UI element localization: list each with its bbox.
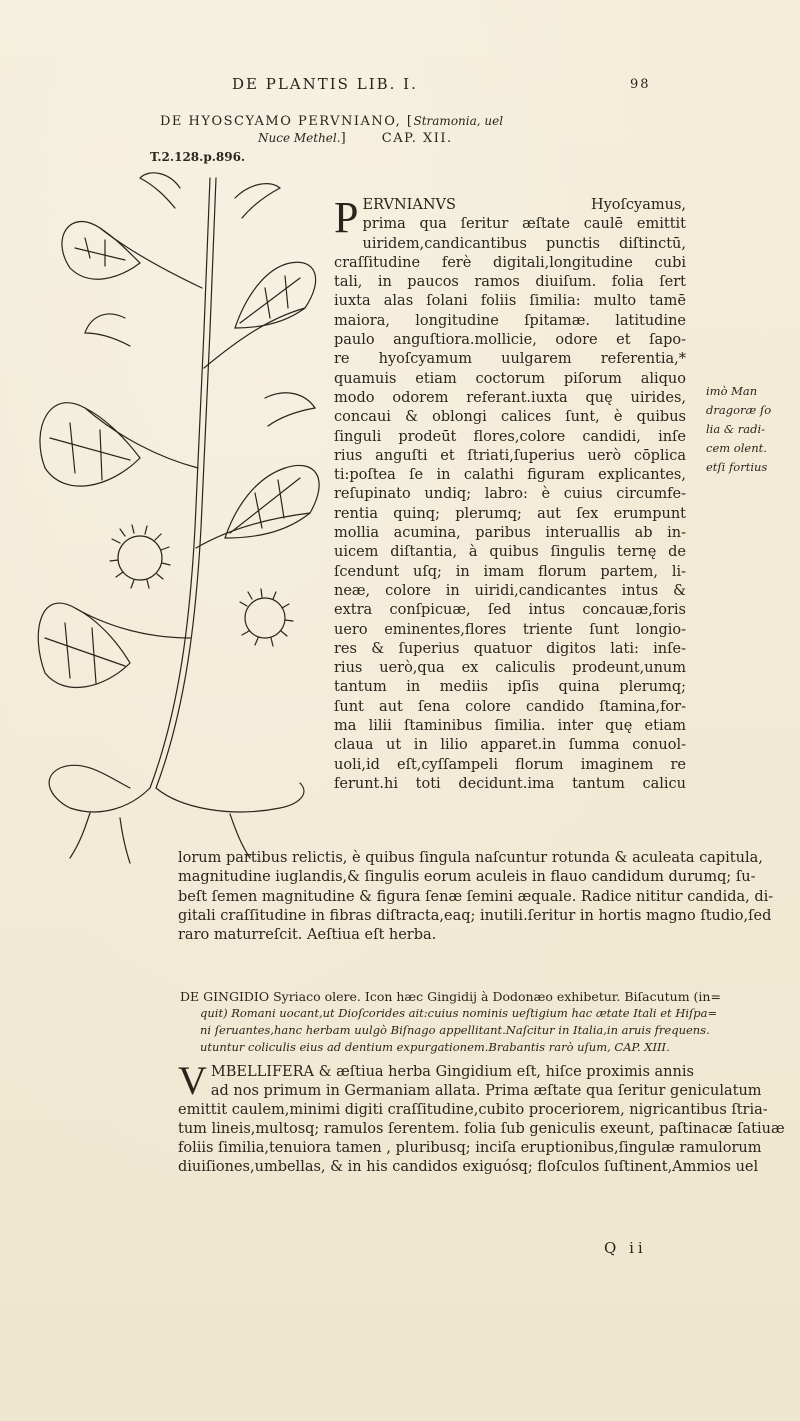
text-line: tantum in mediis ipſis quina plerumq;: [334, 679, 686, 696]
text-line: quamuis etiam coctorum piſorum aliquo: [334, 370, 686, 387]
text-line: claua ut in lilio apparet.in ſumma conuol-: [334, 737, 686, 754]
text-line: ERVNIANVS Hyoſcyamus,: [362, 197, 686, 213]
text-line: maiora, longitudine ſpitamæ. latitudine: [334, 312, 686, 329]
margin-note-line: dragoræ ſo: [706, 403, 772, 417]
text-line: MBELLIFERA & æſtiua herba Gingidium eſt, hiſce proximis annis: [210, 1064, 694, 1080]
text-line: mollia acumina, paribus interuallis ab in-: [334, 525, 686, 542]
text-line: ti:poſtea ſe in calathi figuram explicantes,: [334, 467, 686, 484]
text-line: uiridem,candicantibus punctis diſtinctū,: [362, 235, 686, 252]
text-line: ma lilii ſtaminibus ſimilia. inter quę etiam: [334, 718, 686, 735]
text-line: lorum partibus relictis, è quibus ſingula naſcuntur rotunda & aculeata capitula,: [178, 850, 763, 866]
full-width-text-block: [178, 849, 774, 945]
text-line: craſſitudine ferè digitali,longitudine cubi: [334, 254, 686, 271]
text-line: iuxta alas ſolani foliis ſimilia: multo tamē: [334, 293, 686, 310]
handwritten-reference: T.2.128.p.896.: [150, 150, 246, 164]
chapter-heading-line1: DE HYOSCYAMO PERVNIANO, [Stramonia, uel: [160, 114, 504, 129]
main-text-block: [334, 193, 686, 794]
heading-line: DE GINGIDIO Syriaco olere. Icon hæc Gingidij à Dodonæo exhibetur. Biſacutum (in=: [180, 989, 721, 1004]
text-line: res & ſuperius quatuor digitos lati: inſe-: [334, 640, 686, 657]
drop-cap-v: V: [178, 1058, 207, 1103]
text-line: prima qua ſeritur æſtate caulē emittit: [362, 216, 686, 233]
running-head-title: DE PLANTIS LIB. I.: [232, 75, 418, 93]
margin-note-line: lia & radi-: [706, 422, 766, 436]
text-line: concaui & oblongi calices ſunt, è quibus: [334, 409, 686, 426]
text-line: uoli,id eſt,cyſſampeli florum imaginem re: [334, 756, 686, 773]
text-line: paulo anguſtiora.mollicie, odore et ſapo-: [334, 332, 686, 349]
margin-note: [706, 382, 786, 477]
text-line: modo odorem referant.iuxta quę uirides,: [334, 389, 686, 406]
text-line: diuiſiones,umbellas, & in his candidos exiguósq; floſculos ſuſtinent,Ammios uel: [178, 1159, 759, 1175]
text-line: tum lineis,multosq; ramulos ſerentem. folia ſub geniculis exeunt, paſtinacæ ſatiuæ: [178, 1121, 785, 1137]
drop-cap-p: P: [334, 193, 359, 242]
chapter-heading: [160, 113, 590, 147]
text-line: gitali craſſitudine in fibras diſtracta,eaq; inutili.ſeritur in hortis magno ſtudio,ſed: [178, 907, 772, 924]
text-line: foliis ſimilia,tenuiora tamen , pluribusq; inciſa eruptionibus,ſingulæ ramulorum: [178, 1140, 762, 1156]
text-line: rentia quinq; plerumq; aut ſex erumpunt: [334, 505, 686, 522]
text-line: ferunt.hi toti decidunt.ima tantum calicu: [334, 775, 686, 792]
signature-mark: Q ii: [604, 1239, 647, 1257]
text-line: uero eminentes,flores triente ſunt longio-: [334, 621, 686, 638]
heading-line: ni ſeruantes,hanc herbam uulgò Biſnago appellitant.Naſcitur in Italia,in aruis frequens.: [200, 1023, 710, 1037]
text-line: re hyoſcyamum uulgarem referentia,*: [334, 351, 686, 368]
text-line: ſcendunt uſq; in imam florum partem, li-: [334, 563, 686, 580]
text-line: extra conſpicuæ, ſed intus concauæ,foris: [334, 602, 686, 619]
heading-line: utuntur coliculis eius ad dentium expurgationem.Brabantis rarò uſum, CAP. XIII.: [200, 1040, 670, 1054]
gingidium-text-block: [178, 1058, 785, 1177]
text-line: ſinguli prodeūt flores,colore candidi, inſe: [334, 428, 686, 445]
text-line: reſupinato undiq; labro: è cuius circumfe-: [334, 486, 686, 503]
text-line: raro maturreſcit. Aeſtiua eſt herba.: [178, 927, 437, 944]
text-line: ad nos primum in Germaniam allata. Prima æſtate qua ſeritur geniculatum: [210, 1083, 762, 1099]
text-line: uicem diſtantia, à quibus ſingulis ternę de: [334, 544, 686, 561]
heading-line: quit) Romani uocant,ut Dioſcorides ait:cuius nominis ueſtigium hac ætate Itali et Hiſpa=: [200, 1006, 718, 1020]
plant-woodcut-illustration: [30, 168, 330, 868]
text-line: magnitudine iuglandis,& ſingulis eorum aculeis in flauo candidum durumq; ſu-: [178, 869, 756, 886]
chapter-number: CAP. XII.: [381, 131, 453, 146]
page-number: 98: [630, 77, 651, 92]
text-line: ſunt aut ſena colore candido ſtamina,for-: [334, 698, 686, 715]
text-line: rius anguſti et ſtriati,ſuperius uerò cōplica: [334, 447, 686, 464]
text-line: emittit caulem,minimi digiti craſſitudine,cubito proceriorem, nigricantibus ſtria-: [178, 1102, 768, 1118]
margin-note-line: imò Man: [706, 384, 758, 398]
text-line: rius uerò,qua ex caliculis prodeunt,unum: [334, 660, 686, 677]
chapter-heading-line2: Nuce Methel.] CAP. XII.: [258, 131, 453, 146]
text-line: beſt ſemen magnitudine & figura ſenæ ſemini æquale. Radice nititur candida, di-: [178, 888, 774, 905]
gingidium-heading: [180, 988, 721, 1056]
margin-note-line: etſi fortius: [706, 460, 768, 474]
margin-note-line: cem olent.: [706, 441, 767, 455]
text-line: neæ, colore in uiridi,candicantes intus &: [334, 582, 686, 599]
text-line: tali, in paucos ramos diuiſum. folia ſert: [334, 274, 686, 291]
